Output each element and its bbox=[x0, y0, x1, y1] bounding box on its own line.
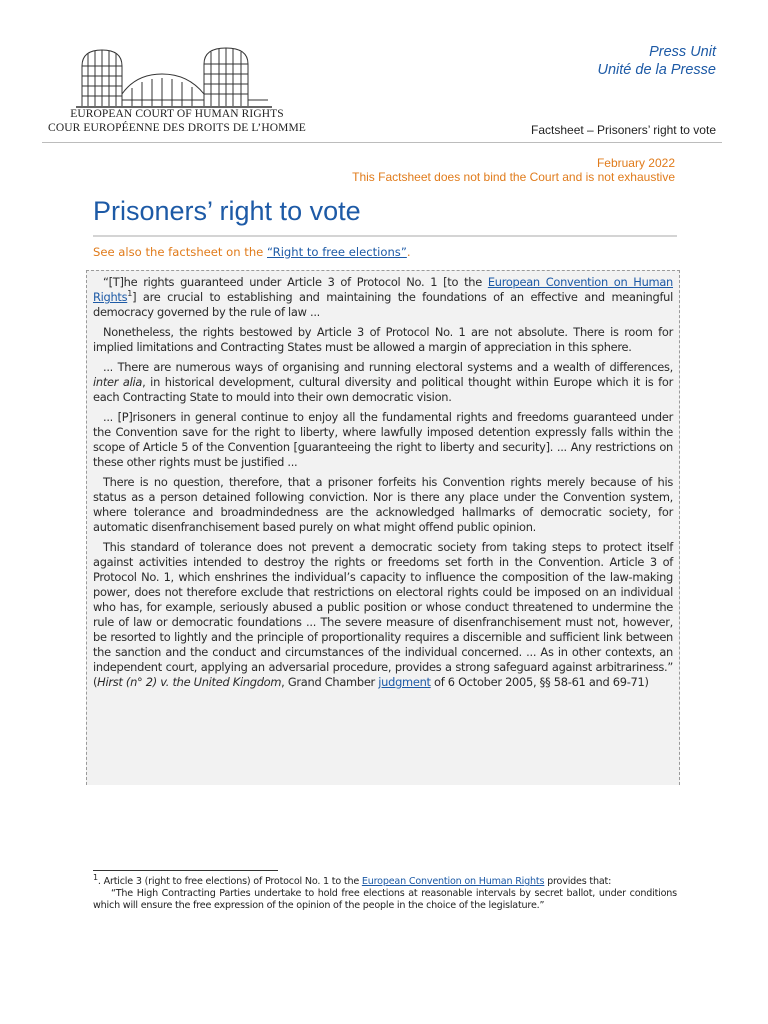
judgment-link[interactable]: judgment bbox=[378, 675, 431, 689]
quote-paragraph bbox=[93, 275, 673, 320]
footnote-quote: “The High Contracting Parties undertake to hold free elections at reasonable intervals by secret ballot, under conditions which will ensure the free expression of the opinion of the people in the choice of the legislature.” bbox=[93, 888, 677, 911]
quote-text: ] are crucial to establishing and maintaining the foundations of an effective and meaningful democracy governed by the rule of law ... bbox=[93, 290, 673, 319]
title-divider bbox=[93, 235, 677, 237]
footnote-reference[interactable]: 1 bbox=[127, 289, 133, 299]
right-to-free-elections-link[interactable]: “Right to free elections” bbox=[267, 245, 407, 259]
footnote-divider bbox=[93, 870, 278, 871]
publication-date: February 2022 bbox=[596, 156, 675, 170]
footnote-text: . Article 3 (right to free elections) of Protocol No. 1 to the bbox=[97, 876, 362, 887]
quote-paragraph: There is no question, therefore, that a prisoner forfeits his Convention rights merely because of his status as a person detained following conviction. Nor is there any place under the Convention system, where tolerance and broadmindedness are the acknowledged hallmarks of democratic society, for automatic disenfranchisement based purely on what might offend public opinion. bbox=[93, 475, 673, 534]
quote-paragraph bbox=[93, 540, 673, 690]
quote-text: of 6 October 2005, §§ 58-61 and 69-71) bbox=[430, 675, 649, 689]
footnote-convention-link[interactable]: European Convention on Human Rights bbox=[361, 876, 545, 887]
case-name: Hirst (n° 2) v. the United Kingdom bbox=[97, 675, 282, 689]
page-title: Prisoners’ right to vote bbox=[93, 196, 361, 226]
see-also-line bbox=[93, 245, 411, 259]
quote-text: ... There are numerous ways of organising and running electoral systems and a wealth of differences, bbox=[103, 360, 673, 374]
see-also-prefix: See also the factsheet on the bbox=[93, 245, 267, 259]
court-name-english: EUROPEAN COURT OF HUMAN RIGHTS bbox=[70, 108, 284, 120]
european-convention-link[interactable]: European Convention on Human Rights bbox=[93, 275, 673, 304]
disclaimer-text: This Factsheet does not bind the Court and is not exhaustive bbox=[352, 170, 675, 184]
footnote-line bbox=[93, 872, 677, 888]
see-also-suffix: . bbox=[406, 245, 411, 259]
quote-text: , Grand Chamber bbox=[281, 675, 379, 689]
press-unit-french: Unité de la Presse bbox=[597, 62, 716, 78]
court-name-french: COUR EUROPÉENNE DES DROITS DE L’HOMME bbox=[48, 122, 306, 134]
court-building-logo bbox=[76, 44, 272, 114]
press-unit-english: Press Unit bbox=[649, 44, 716, 60]
quote-paragraph: ... [P]risoners in general continue to enjoy all the fundamental rights and freedoms guaranteed under the Convention save for the right to liberty, where lawfully imposed detention expressly falls within the scope of Article 5 of the Convention [guaranteeing the right to liberty and security]. ... Any restrictions on these other rights must be justified ... bbox=[93, 410, 673, 469]
quote-paragraph: Nonetheless, the rights bestowed by Article 3 of Protocol No. 1 are not absolute. There is room for implied limitations and Contracting States must be allowed a margin of appreciation in this sphere. bbox=[93, 325, 673, 354]
header-divider bbox=[42, 142, 722, 143]
footnote-text: provides that: bbox=[544, 876, 612, 887]
quote-paragraph bbox=[93, 360, 673, 405]
quote-text: , in historical development, cultural diversity and political thought within Europe which it is for each Contracting State to mould into their own democratic vision. bbox=[93, 375, 673, 404]
footnote bbox=[93, 872, 677, 912]
quote-text: This standard of tolerance does not prevent a democratic society from taking steps to protect itself against activities intended to destroy the rights or freedoms set forth in the Convention. Article 3 of Protocol No. 1, which enshrines the individual’s capacity to influence the composition of the law-making power, does not therefore exclude that restrictions on electoral rights could be imposed on an individual who has, for example, seriously abused a public position or whose conduct threatened to undermine the rule of law or democratic foundations ... The severe measure of disenfranchisement must not, however, be resorted to lightly and the principle of proportionality requires a discernible and sufficient link between the sanction and the conduct and circumstances of the individual concerned. ... As in other contexts, an independent court, applying an adversarial procedure, provides a strong safeguard against arbitrariness.” ( bbox=[93, 540, 673, 689]
quote-box bbox=[86, 270, 680, 785]
quote-text: “[T]he rights guaranteed under Article 3 of Protocol No. 1 [to the bbox=[103, 275, 488, 289]
factsheet-header-label: Factsheet – Prisoners’ right to vote bbox=[531, 123, 716, 137]
footnote-marker: 1 bbox=[93, 872, 98, 882]
quote-italic-text: inter alia bbox=[93, 375, 143, 389]
